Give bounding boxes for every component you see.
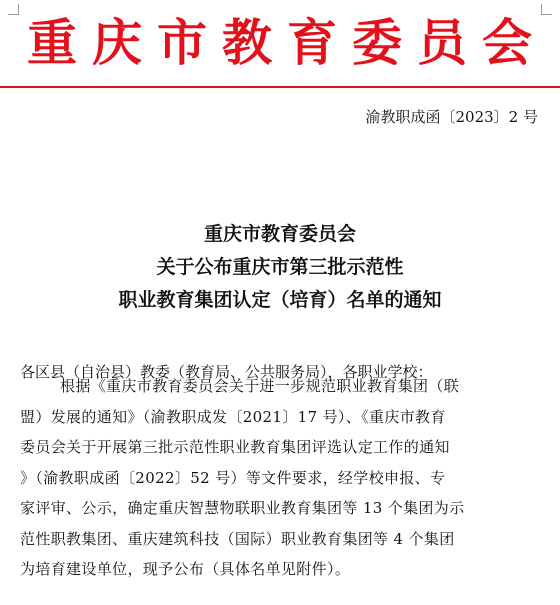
- salutation: 各区县（自治县）教委（教育局、公共服务局），各职业学校：: [20, 363, 433, 381]
- body-line: 》（渝教职成函〔2022〕52 号）等文件要求，经学校申报、专: [20, 468, 446, 487]
- body-line: 根据《重庆市教育委员会关于进一步规范职业教育集团（联: [60, 377, 460, 395]
- body-line: 家评审、公示，确定重庆智慧物联职业教育集团等 13 个集团为示: [20, 499, 465, 517]
- document-title-line: 职业教育集团认定（培育）名单的通知: [118, 288, 442, 311]
- red-separator-rule: [0, 86, 560, 88]
- document-title-line: 关于公布重庆市第三批示范性: [156, 255, 404, 278]
- document-title-line: 重庆市教育委员会: [203, 222, 356, 245]
- organization-header: 重庆市教育委员会: [27, 13, 547, 72]
- document-title: [0, 218, 560, 317]
- body-paragraph: [20, 371, 540, 585]
- body-line: 盟）发展的通知》（渝教职成发〔2021〕17 号）、《重庆市教育: [20, 407, 446, 426]
- body-line: 为培育建设单位，现予公布（具体名单见附件）。: [20, 560, 351, 578]
- body-line: 委员会关于开展第三批示范性职业教育集团评选认定工作的通知: [20, 438, 450, 456]
- body-line: 范性职教集团、重庆建筑科技（国际）职业教育集团等 4 个集团: [20, 529, 455, 548]
- document-number: 渝教职成函〔2023〕2 号: [365, 108, 538, 126]
